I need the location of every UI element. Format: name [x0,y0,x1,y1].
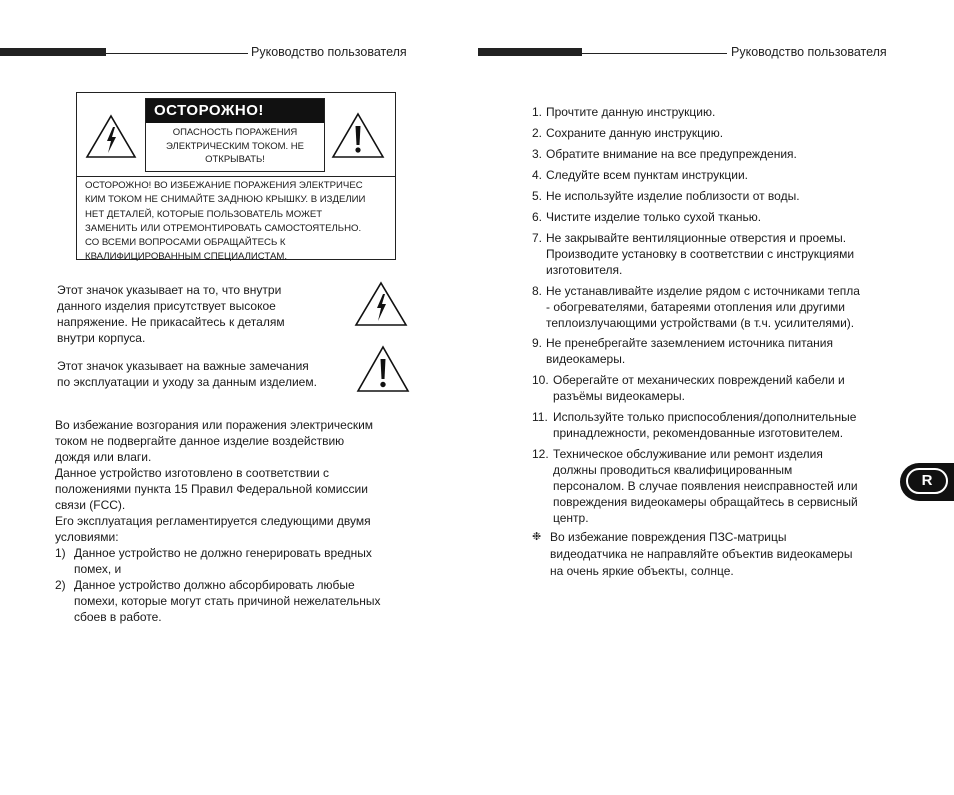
text-line: Этот значок указывает на важные замечания [57,359,309,373]
text-line: Не закрывайте вентиляционные отверстия и проемы. [546,231,847,245]
text-line: разъёмы видеокамеры. [553,389,686,403]
caution-divider [77,176,395,177]
caution-body-line: ОСТОРОЖНО! ВО ИЗБЕЖАНИЕ ПОРАЖЕНИЯ ЭЛЕКТРИЧЕС [85,180,363,191]
condition-number: 1) [55,546,66,560]
text-line: Используйте только приспособления/дополнительные [553,410,857,424]
text-line: Его эксплуатация регламентируется следующими двумя [55,514,371,528]
text-line: Данное устройство изготовлено в соответствии с [55,466,329,480]
text-line: Следуйте всем пунктам инструкции. [546,168,749,182]
exclamation-warning-icon [331,111,385,164]
text-line: Во избежание повреждения ПЗС-матрицы [550,530,787,544]
fcc-condition-1 [55,545,425,577]
text-line: теплоизлучающими устройствами (в т.ч. усилителями). [546,316,855,330]
item-number: 12. [532,447,549,461]
text-line: дождя или влаги. [55,450,152,464]
caution-label-box [76,92,396,263]
text-line: Сохраните данную инструкцию. [546,126,724,140]
text-line: Оберегайте от механических повреждений кабели и [553,373,845,387]
text-line: помехи, которые могут стать причиной нежелательных [74,594,381,608]
language-tab [900,463,954,501]
caution-body-line: КИМ ТОКОМ НЕ СНИМАЙТЕ ЗАДНЮЮ КРЫШКУ. В ИЗДЕЛИИ [85,194,366,206]
text-line: напряжение. Не прикасайтесь к деталям [57,315,285,329]
item-number: 10. [532,373,549,387]
text-line: повреждения видеокамеры обращайтесь в сервисный [553,495,858,509]
text-line: связи (FCC). [55,498,126,512]
text-line: Обратите внимание на все предупреждения. [546,147,797,161]
fcc-statement [55,417,425,625]
text-line: Не пренебрегайте заземлением источника питания [546,336,834,350]
text-line: Не используйте изделие поблизости от воды. [546,189,800,203]
note-marker-icon: ❉ [532,531,542,543]
item-number: 7. [532,231,543,245]
caution-body-line: СО ВСЕМИ ВОПРОСАМИ ОБРАЩАЙТЕСЬ К [85,237,286,249]
text-line: данного изделия присутствует высокое [57,299,276,313]
caution-body-line: НЕТ ДЕТАЛЕЙ, КОТОРЫЕ ПОЛЬЗОВАТЕЛЬ МОЖЕТ [85,208,323,220]
item-number: 1. [532,105,543,119]
exclamation-warning-icon [356,345,410,398]
text-line: на очень яркие объекты, солнце. [550,564,734,578]
caution-sub-line: ОТКРЫВАТЬ! [205,154,265,165]
caution-subtext [146,123,324,167]
item-number: 8. [532,284,543,298]
text-line: Производите установку в соответствии с инструкциями [546,247,855,261]
caution-sub-line: ОПАСНОСТЬ ПОРАЖЕНИЯ [172,127,298,138]
fcc-condition-2 [55,577,425,625]
text-line: центр. [553,511,589,525]
text-line: Прочтите данную инструкцию. [546,105,716,119]
header-rule-left [106,53,248,54]
text-line: током не подвергайте данное изделие воздействию [55,434,345,448]
text-line: видеокамеры. [546,352,626,366]
text-line: Данное устройство не должно генерировать вредных [74,546,372,560]
condition-number: 2) [55,578,66,592]
text-line: принадлежности, рекомендованные изготовителем. [553,426,844,440]
text-line: положениями пункта 15 Правил Федеральной комиссии [55,482,368,496]
item-number: 5. [532,189,543,203]
text-line: Чистите изделие только сухой тканью. [546,210,762,224]
header-bar-left [0,48,106,56]
caution-heading: ОСТОРОЖНО! [146,99,324,123]
item-number: 3. [532,147,543,161]
text-line: Данное устройство должно абсорбировать любые [74,578,355,592]
item-number: 6. [532,210,543,224]
text-line: Во избежание возгорания или поражения электрическим [55,418,374,432]
text-line: Техническое обслуживание или ремонт изделия [553,447,823,461]
item-number: 11. [532,410,548,424]
attention-symbol-explanation [57,358,352,390]
lightning-warning-icon [354,281,408,332]
text-line: должны проводиться квалифицированным [553,463,793,477]
text-line: изготовителя. [546,263,623,277]
lightning-warning-icon [85,113,137,164]
text-line: по эксплуатации и уходу за данным изделием. [57,375,317,389]
item-number: 2. [532,126,543,140]
text-line: видеодатчика не направляйте объектив видеокамеры [550,547,853,561]
header-rule-right [582,53,727,54]
text-line: персоналом. В случае появления неисправностей или [553,479,858,493]
text-line: помех, и [74,562,122,576]
text-line: сбоев в работе. [74,610,162,624]
text-line: внутри корпуса. [57,331,146,345]
text-line: - обогревателями, батареями отопления или другими [546,300,845,314]
text-line: условиями: [55,530,119,544]
caution-body [85,179,391,265]
header-title-left: Руководство пользователя [251,45,407,59]
language-tab-label: R [906,468,948,494]
item-number: 9. [532,336,543,350]
caution-header-panel [145,98,325,172]
caution-sub-line: ЭЛЕКТРИЧЕСКИМ ТОКОМ. НЕ [165,140,304,152]
caution-body-line: ЗАМЕНИТЬ ИЛИ ОТРЕМОНТИРОВАТЬ САМОСТОЯТЕЛЬНО. [85,222,362,234]
voltage-symbol-explanation [57,282,347,346]
item-number: 4. [532,168,543,182]
header-bar-right [478,48,582,56]
text-line: Этот значок указывает на то, что внутри [57,283,282,297]
caution-body-line: КВАЛИФИЦИРОВАННЫМ СПЕЦИАЛИСТАМ. [85,251,288,263]
text-line: Не устанавливайте изделие рядом с источниками тепла [546,284,860,298]
header-title-right: Руководство пользователя [731,45,887,59]
